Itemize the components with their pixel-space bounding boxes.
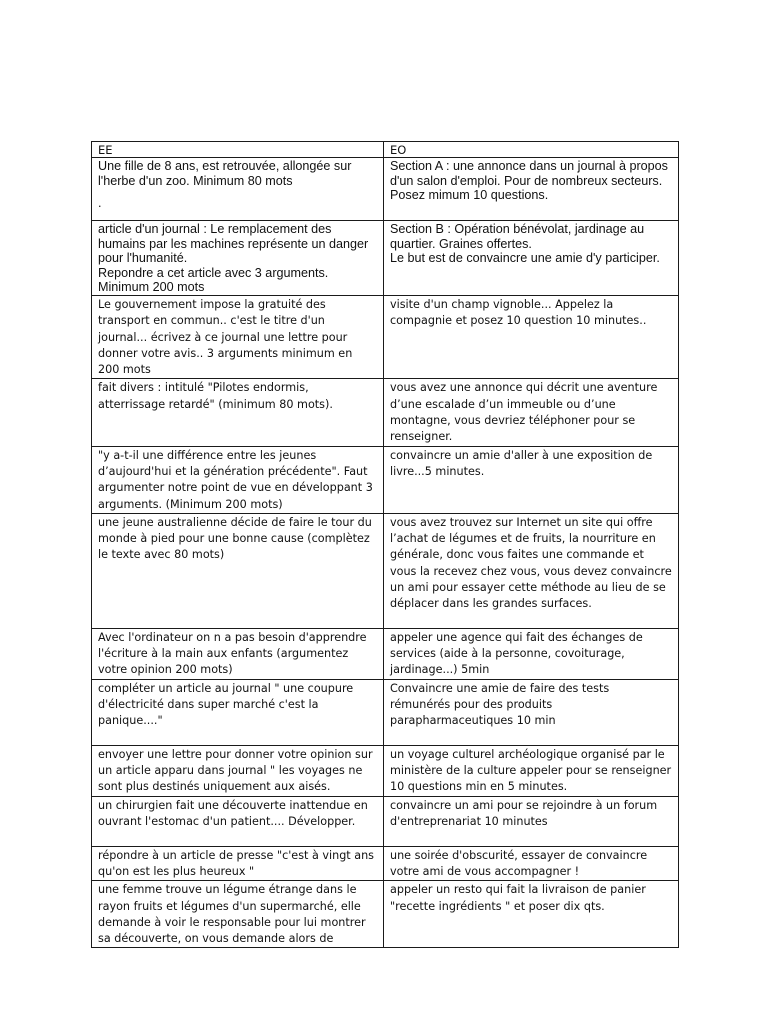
ee-cell xyxy=(92,679,384,745)
eo-cell xyxy=(384,846,679,881)
table-row xyxy=(92,379,679,446)
eo-text: appeler une agence qui fait des échanges de services (aide à la personne, covoiturage, jardinage...) 5min xyxy=(390,630,643,677)
eo-cell xyxy=(384,379,679,446)
eo-text: convaincre un ami pour se rejoindre à un forum d'entreprenariat 10 minutes xyxy=(390,798,658,828)
ee-text-extra: . xyxy=(98,196,102,211)
table-header-row xyxy=(92,142,679,158)
ee-text: "y a-t-il une différence entre les jeunes d’aujourd'hui et la génération précédente". Faut argumenter notre point de vue en développant 3 arguments. (Minimum 200 mots) xyxy=(98,448,373,511)
eo-text: Section B : Opération bénévolat, jardinage au quartier. Graines offertes. xyxy=(390,222,645,251)
table-row xyxy=(92,221,679,296)
table-row xyxy=(92,628,679,679)
ee-text: un chirurgien fait une découverte inattendue en ouvrant l'estomac d'un patient.... Développer. xyxy=(98,798,368,828)
ee-cell xyxy=(92,796,384,846)
table-row xyxy=(92,446,679,513)
eo-cell xyxy=(384,628,679,679)
eo-text: convaincre un amie d'aller à une exposition de livre...5 minutes. xyxy=(390,448,653,478)
ee-cell xyxy=(92,221,384,296)
eo-text: appeler un resto qui fait la livraison de panier "recette ingrédients " et poser dix qts. xyxy=(390,883,646,913)
ee-cell xyxy=(92,628,384,679)
eo-cell xyxy=(384,158,679,221)
eo-text: une soirée d'obscurité, essayer de convaincre votre ami de vous accompagner ! xyxy=(390,848,648,878)
header-ee: EE xyxy=(92,142,384,158)
eo-text: Convaincre une amie de faire des tests rémunérés pour des produits parapharmaceutiques 10 min xyxy=(390,681,610,728)
eo-text: vous avez trouvez sur Internet un site qui offre l’achat de légumes et de fruits, la nourriture en générale, donc vous faites une commande et vous la recevez chez vous, vous devez convaincre un ami pour essayer cette méthode au lieu de se déplacer dans les grandes surfaces. xyxy=(390,515,672,611)
ee-cell xyxy=(92,295,384,378)
ee-cell xyxy=(92,513,384,628)
ee-cell xyxy=(92,158,384,221)
ee-text: fait divers : intitulé "Pilotes endormis, atterrissage retardé" (minimum 80 mots). xyxy=(98,381,333,411)
ee-cell xyxy=(92,881,384,948)
table-row xyxy=(92,846,679,881)
ee-cell xyxy=(92,446,384,513)
eo-text-extra: Le but est de convaincre une amie d'y participer. xyxy=(390,251,660,266)
ee-text: Une fille de 8 ans, est retrouvée, allongée sur l'herbe d'un zoo. Minimum 80 mots xyxy=(98,159,352,188)
table-row xyxy=(92,513,679,628)
eo-cell xyxy=(384,221,679,296)
table-row xyxy=(92,881,679,948)
eo-cell xyxy=(384,679,679,745)
ee-text: répondre à un article de presse "c'est à vingt ans qu'on est les plus heureux " xyxy=(98,848,375,878)
ee-cell xyxy=(92,745,384,796)
ee-text: Avec l'ordinateur on n a pas besoin d'apprendre l'écriture à la main aux enfants (argumentez votre opinion 200 mots) xyxy=(98,630,367,677)
eo-cell xyxy=(384,745,679,796)
ee-text: une jeune australienne décide de faire le tour du monde à pied pour une bonne cause (complètez le texte avec 80 mots) xyxy=(98,515,372,562)
ee-text-extra: Repondre a cet article avec 3 arguments. Minimum 200 mots xyxy=(98,265,329,295)
header-eo: EO xyxy=(384,142,679,158)
eo-text: visite d'un champ vignoble... Appelez la compagnie et posez 10 question 10 minutes.. xyxy=(390,297,647,328)
ee-text: article d'un journal : Le remplacement des humains par les machines représente un danger pour l'humanité. xyxy=(98,222,369,266)
eo-cell xyxy=(384,513,679,628)
ee-text: une femme trouve un légume étrange dans le rayon fruits et légumes d'un supermarché, elle demande à voir le responsable pour lui montrer sa découverte, on vous demande alors de xyxy=(98,883,366,946)
ee-cell xyxy=(92,846,384,881)
ee-cell xyxy=(92,379,384,446)
ee-text: Le gouvernement impose la gratuité des transport en commun.. c'est le titre d'un journal... écrivez à ce journal une lettre pour donner votre avis.. 3 arguments minimum en 200 mots xyxy=(98,297,353,377)
table-row xyxy=(92,796,679,846)
eo-cell xyxy=(384,881,679,948)
eo-text: vous avez une annonce qui décrit une aventure d’une escalade d’un immeuble ou d’une montagne, vous devriez téléphoner pour se renseigner. xyxy=(390,381,658,444)
eo-cell xyxy=(384,446,679,513)
eo-text: un voyage culturel archéologique organisé par le ministère de la culture appeler pour se renseigner 10 questions min en 5 minutes. xyxy=(390,747,672,794)
eo-cell xyxy=(384,796,679,846)
exam-topics-table xyxy=(91,141,679,948)
table-row xyxy=(92,679,679,745)
table-row xyxy=(92,745,679,796)
table-row xyxy=(92,295,679,378)
eo-text: Section A : une annonce dans un journal à propos d'un salon d'emploi. Pour de nombreux secteurs. Posez mimum 10 questions. xyxy=(390,159,668,203)
ee-text: compléter un article au journal " une coupure d'électricité dans super marché c'est la panique...." xyxy=(98,681,354,728)
ee-text: envoyer une lettre pour donner votre opinion sur un article apparu dans journal " les voyages ne sont plus destinés uniquement aux aisés. xyxy=(98,747,373,794)
table-row xyxy=(92,158,679,221)
eo-cell xyxy=(384,295,679,378)
